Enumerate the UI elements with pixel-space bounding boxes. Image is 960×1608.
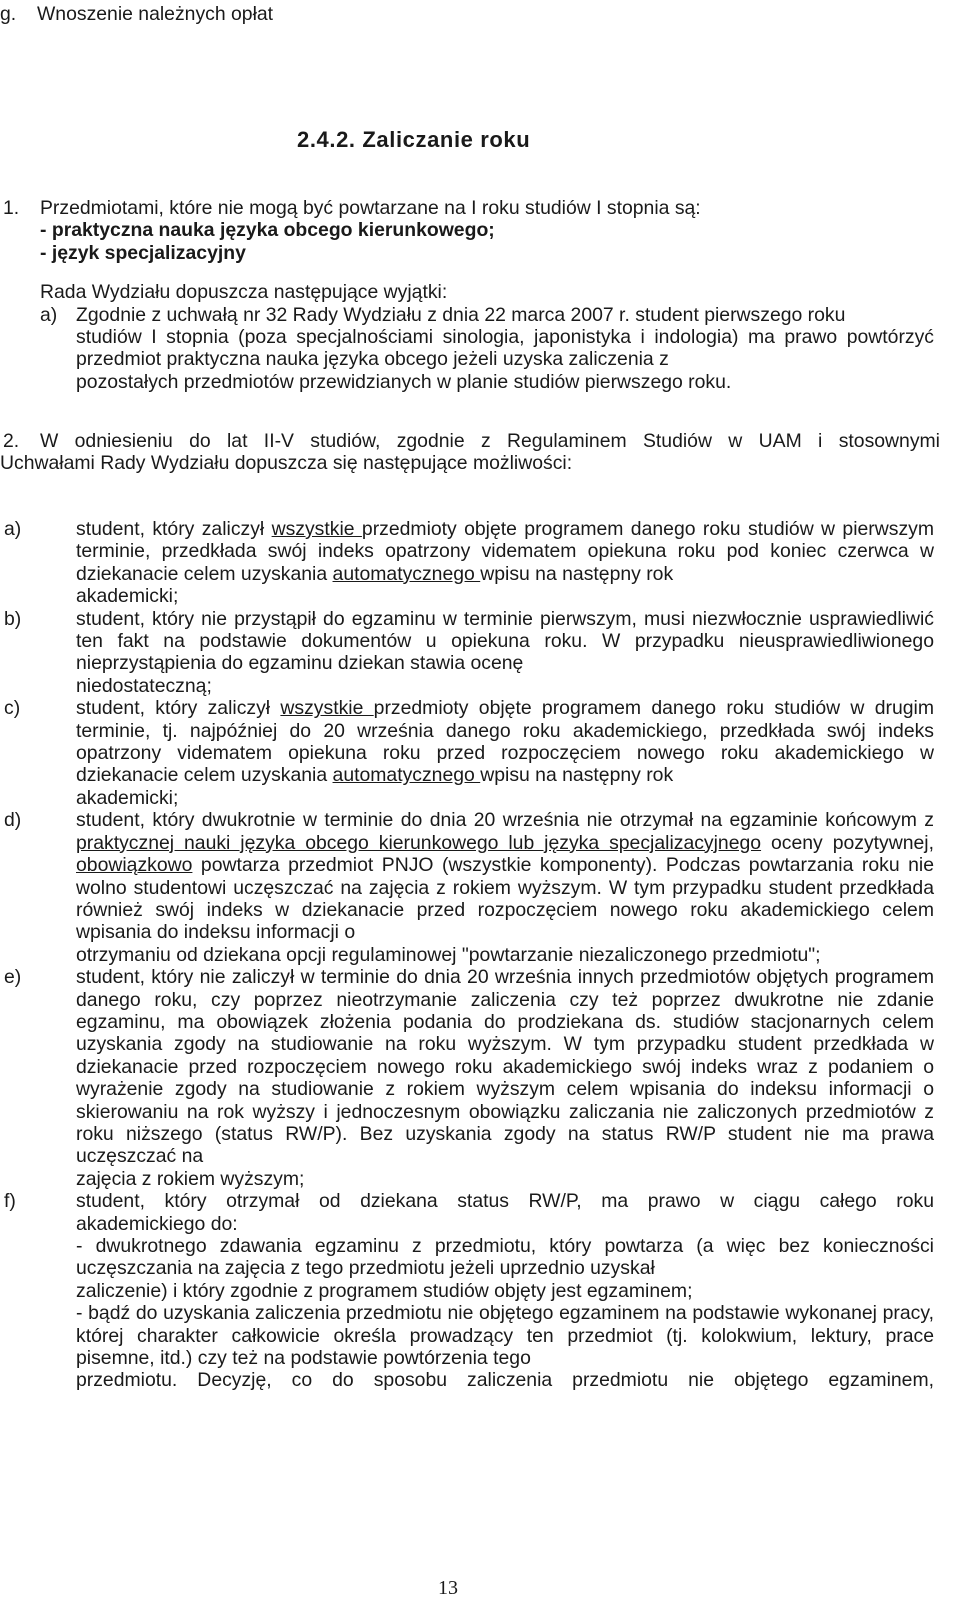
condition-a-underlined-all: wszystkie — [271, 518, 362, 540]
prev-item-label: g. — [0, 3, 17, 25]
exception-a-last-line: pozostałych przedmiotów przewidzianych w planie studiów pierwszego roku. — [76, 370, 732, 393]
condition-a-last-line: akademicki; — [76, 585, 179, 608]
condition-a-underlined-automatic: automatycznego — [332, 562, 481, 585]
exception-a-first-line: Zgodnie z uchwałą nr 32 Rady Wydziału z dnia 22 marca 2007 r. student pierwszego roku — [76, 303, 846, 326]
condition-b-label: b) — [4, 607, 22, 630]
condition-c-text-3: wpisu na następny rok — [480, 764, 674, 787]
condition-d-text-1: student, który dwukrotnie w terminie do dnia 20 września nie otrzymał na egzaminie końcowym z — [76, 809, 934, 832]
condition-c-last-line: akademicki; — [76, 786, 179, 809]
condition-a-label: a) — [4, 518, 22, 540]
condition-e-label: e) — [4, 966, 22, 989]
condition-a — [4, 518, 934, 608]
conditions-list — [0, 518, 934, 1392]
bullet-specialization-language: - język specjalizacyjny — [40, 241, 246, 264]
condition-d-underlined-obligatory: obowiązkowo — [76, 854, 193, 877]
condition-f-first-line: student, który otrzymał od dziekana status RW/P, ma prawo w ciągu całego roku — [76, 1190, 934, 1213]
bullet-pnjo: - praktyczna nauka języka obcego kierunkowego; — [40, 219, 495, 242]
paragraph-1-number: 1. — [3, 197, 20, 219]
condition-e — [4, 966, 934, 1190]
prev-item-text: Wnoszenie należnych opłat — [37, 3, 274, 25]
exception-a-label: a) — [40, 303, 58, 326]
condition-a-text-3: wpisu na następny rok — [480, 562, 674, 585]
condition-d-label: d) — [4, 809, 22, 832]
condition-f-dash-1: - dwukrotnego zdawania egzaminu z przedmiotu, który powtarza (a więc bez konieczności uczęszczania na zajęcia z tego przedmiotu jeżeli uprzednio uzyskał — [76, 1235, 934, 1280]
condition-e-last-line: zajęcia z rokiem wyższym; — [76, 1167, 305, 1190]
condition-d-body — [76, 809, 934, 943]
condition-c-text-2: przedmioty objęte programem danego roku studiów w drugim terminie, tj. najpóźniej do 20 września danego roku akademickiego, przedkłada swój indeks opatrzony vidematem opiekuna roku przed rozpoczęciem nowego roku akademickiego w dziekanacie celem uzyskania — [76, 697, 934, 787]
condition-b-body: student, który nie przystąpił do egzaminu w terminie pierwszym, musi niezwłocznie usprawiedliwić ten fakt na podstawie dokumentów u opiekuna roku. W przypadku nieusprawiedliwionego nieprzystąpienia do egzaminu dziekan stawia ocenę — [76, 607, 934, 675]
condition-b — [4, 607, 934, 698]
exceptions-intro: Rada Wydziału dopuszcza następujące wyjątki: — [40, 281, 448, 304]
paragraph-2-last-line: Uchwałami Rady Wydziału dopuszcza się następujące możliwości: — [0, 452, 573, 475]
condition-c — [4, 697, 934, 809]
condition-f — [4, 1190, 934, 1392]
condition-a-text-2: przedmioty objęte programem danego roku studiów w pierwszym terminie, przedkłada swój indeks opatrzony vidematem opiekuna roku pod koniec czerwca w dziekanacie celem uzyskania — [76, 518, 934, 585]
condition-a-text-1: student, który zaliczył — [76, 518, 272, 540]
condition-b-last-line: niedostateczną; — [76, 674, 212, 697]
exception-a-body: studiów I stopnia (poza specjalnościami sinologia, japonistyka i indologia) ma prawo powtórzyć przedmiot praktyczna nauka języka obcego jeżeli uzyska zaliczenia z — [76, 326, 934, 371]
exception-a — [40, 303, 934, 394]
condition-f-dash-1-last-line: zaliczenie) i który zgodnie z programem studiów objęty jest egzaminem; — [76, 1279, 693, 1302]
page-number: 13 — [438, 1577, 458, 1599]
condition-e-body: student, który nie zaliczył w terminie do dnia 20 września innych przedmiotów objętych programem danego roku, czy poprzez nieotrzymanie zaliczenia czy też poprzez dwukrotne nie zdanie egzaminu, ma obowiązek złożenia podania do prodziekana ds. studiów stacjonarnych celem uzyskania zgody na studiowanie na roku wyższym. W tym przypadku student przedkłada w dziekanacie przed rozpoczęciem nowego roku akademickiego swój indeks wraz z podaniem o wyrażenie zgody na studiowanie z rokiem wyższym celem wpisania do indeksu informacji o skierowaniu na rok wyższy i jednoczesnym obowiązku zaliczania nie zaliczonych przedmiotów z roku niższego (status RW/P). Bez uzyskania zgody na status RW/P student nie ma prawa uczęszczać na — [76, 966, 934, 1168]
paragraph-2-number: 2. — [3, 430, 20, 452]
condition-a-body — [76, 518, 934, 585]
condition-c-underlined-all: wszystkie — [280, 697, 374, 720]
condition-d-text-2: oceny pozytywnej, — [761, 831, 934, 854]
condition-d-last-line: otrzymaniu od dziekana opcji regulaminowej "powtarzanie niezaliczonego przedmiotu"; — [76, 943, 821, 966]
condition-c-body — [76, 697, 934, 787]
condition-f-first-last-line: akademickiego do: — [76, 1212, 238, 1235]
condition-f-dash-2-last-line: przedmiotu. Decyzję, co do sposobu zaliczenia przedmiotu nie objętego egzaminem, — [76, 1369, 934, 1392]
condition-c-text-1: student, który zaliczył — [76, 697, 281, 720]
section-heading: 2.4.2. Zaliczanie roku — [297, 127, 531, 152]
condition-d-text-3: powtarza przedmiot PNJO (wszystkie komponenty). Podczas powtarzania roku nie wolno studentowi uczęszczać na zajęcia z rokiem wyższym. W tym przypadku student przedkłada również swój indeks w dziekanacie przed rozpoczęciem nowego roku akademickiego celem wpisania do indeksu informacji o — [76, 854, 934, 944]
paragraph-1 — [0, 197, 940, 393]
condition-c-underlined-automatic: automatycznego — [332, 764, 481, 787]
condition-d-underlined-subjects: praktycznej nauki języka obcego kierunkowego lub języka specjalizacyjnego — [76, 831, 762, 854]
condition-d — [4, 809, 934, 966]
prev-item — [0, 3, 400, 25]
paragraph-2 — [0, 430, 940, 475]
condition-c-label: c) — [4, 697, 21, 720]
paragraph-1-intro: Przedmiotami, które nie mogą być powtarzane na I roku studiów I stopnia są: — [40, 197, 701, 219]
condition-f-dash-2: - bądź do uzyskania zaliczenia przedmiotu nie objętego egzaminem na podstawie wykonanej pracy, której charakter całkowicie określa prowadzący ten przedmiot (tj. kolokwium, lektury, prace pisemne, itd.) czy też na podstawie powtórzenia tego — [76, 1302, 934, 1370]
condition-f-label: f) — [4, 1190, 16, 1213]
paragraph-2-first-line: W odniesieniu do lat II-V studiów, zgodnie z Regulaminem Studiów w UAM i stosownymi — [40, 430, 940, 452]
